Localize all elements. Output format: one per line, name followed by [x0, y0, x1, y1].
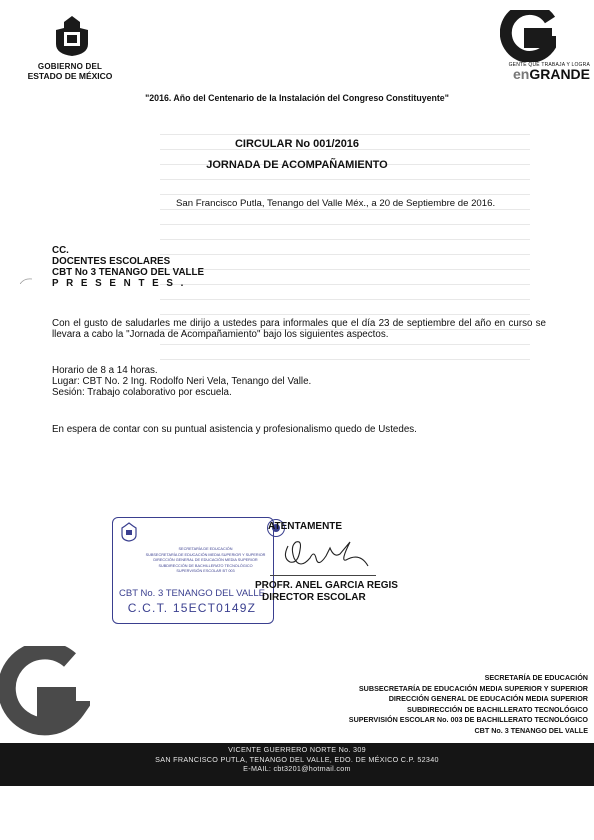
recipients-cc: CC.: [52, 245, 69, 256]
circular-number: CIRCULAR No 001/2016: [234, 138, 360, 150]
signer-title: DIRECTOR ESCOLAR: [262, 592, 366, 603]
government-name-line1: GOBIERNO DEL: [37, 62, 103, 71]
recipients-group: DOCENTES ESCOLARES: [52, 256, 171, 267]
body-paragraph: Con el gusto de saludarles me dirijo a ustedes para informales que el día 23 de septiembre del año en curso se llevara a cabo la "Jornada de Acompañamiento" bajo los siguientes aspectos.: [52, 318, 546, 340]
footer-dept-line6: CBT No. 3 TENANGO DEL VALLE: [474, 725, 588, 735]
schedule-line: Horario de 8 a 14 horas.: [52, 365, 158, 376]
stamp-line2: SUBSECRETARÍA DE EDUCACIÓN MEDIA SUPERIOR Y SUPERIOR: [145, 552, 266, 557]
recipients-block: [52, 245, 204, 289]
footer-address: [0, 745, 594, 774]
year-motto: "2016. Año del Centenario de la Instalación del Congreso Constituyente": [145, 93, 449, 103]
brand-wordmark: [470, 66, 590, 82]
government-seal-icon: [50, 14, 94, 58]
footer-dept-line1: SECRETARÍA DE EDUCACIÓN: [484, 673, 588, 682]
brand-word-main: GRANDE: [529, 66, 590, 82]
footer-address-line2: SAN FRANCISCO PUTLA, TENANGO DEL VALLE, EDO. DE MÉXICO C.P. 52340: [155, 754, 439, 764]
subject-title: JORNADA DE ACOMPAÑAMIENTO: [206, 159, 388, 171]
footer-g-logo-icon: [0, 646, 90, 746]
stamp-text: [143, 547, 268, 575]
footer-dept-line4: SUBDIRECCIÓN DE BACHILLERATO TECNOLÓGICO: [406, 704, 588, 714]
stamp-line3: DIRECCIÓN GENERAL DE EDUCACIÓN MEDIA SUPERIOR: [153, 558, 258, 562]
brand-word-prefix: en: [512, 66, 530, 82]
details-block: [52, 365, 311, 398]
footer-email: E-MAIL: cbt3201@hotmail.com: [243, 764, 351, 773]
footer-dept-line2: SUBSECRETARÍA DE EDUCACIÓN MEDIA SUPERIOR Y SUPERIOR: [358, 683, 588, 693]
footer-department-block: [200, 673, 588, 736]
place-line: Lugar: CBT No. 2 Ing. Rodolfo Neri Vela, Tenango del Valle.: [52, 376, 312, 387]
footer-address-line1: VICENTE GUERRERO NORTE No. 309: [228, 745, 366, 754]
footer-dept-line3: DIRECCIÓN GENERAL DE EDUCACIÓN MEDIA SUPERIOR: [388, 694, 588, 703]
brand-tagline: GENTE QUE TRABAJA Y LOGRA: [508, 62, 590, 68]
g-logo-icon: [500, 10, 556, 62]
closing-line: En espera de contar con su puntual asistencia y profesionalismo quedo de Ustedes.: [52, 424, 417, 435]
coat-of-arms-icon: [119, 522, 139, 542]
footer-dept-line5: SUPERVISIÓN ESCOLAR No. 003 DE BACHILLERATO TECNOLÓGICO: [348, 715, 588, 724]
government-name-line2: ESTADO DE MÉXICO: [27, 71, 113, 81]
signer-name: PROFR. ANEL GARCIA REGIS: [255, 580, 398, 591]
stamp-cct: C.C.T. 15ECT0149Z: [127, 601, 257, 615]
stamp-school: CBT No. 3 TENANGO DEL VALLE: [119, 588, 265, 599]
recipients-presentes: P R E S E N T E S .: [52, 278, 186, 289]
session-line: Sesión: Trabajo colaborativo por escuela.: [52, 387, 232, 398]
stamp-line5: SUPERVISIÓN ESCOLAR BT 003: [176, 569, 235, 573]
stamp-line4: SUBDIRECCIÓN DE BACHILLERATO TECNOLÓGICO: [158, 563, 253, 568]
recipients-school: CBT No 3 TENANGO DEL VALLE: [52, 267, 205, 278]
official-stamp: [112, 517, 274, 624]
valediction: ATENTAMENTE: [268, 521, 343, 532]
margin-mark: [20, 278, 32, 284]
handwritten-signature: [280, 528, 370, 578]
signature-line: [270, 575, 376, 576]
place-date: San Francisco Putla, Tenango del Valle Méx., a 20 de Septiembre de 2016.: [176, 198, 496, 209]
stamp-line1: SECRETARÍA DE EDUCACIÓN: [178, 547, 233, 551]
